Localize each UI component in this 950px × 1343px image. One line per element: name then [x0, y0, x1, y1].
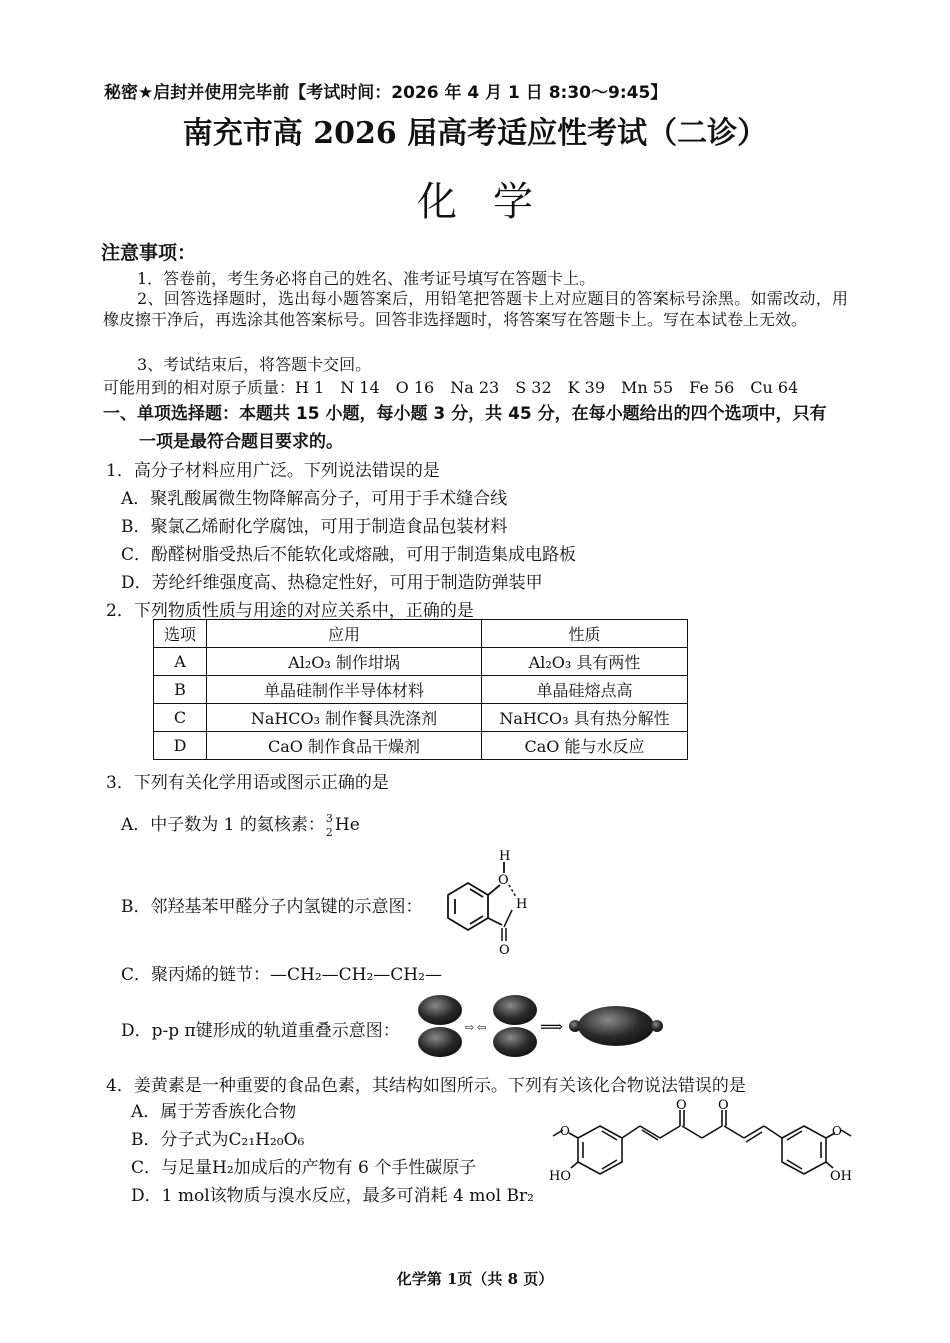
confidential-header: 秘密★启封并使用完毕前【考试时间：2026 年 4 月 1 日 8:30～9:45】	[104, 83, 668, 103]
element-symbol: He	[334, 815, 360, 835]
q1-option-d: D．芳纶纤维强度高、热稳定性好，可用于制造防弹装甲	[121, 573, 543, 593]
table-cell: NaHCO₃ 制作餐具洗涤剂	[207, 704, 482, 732]
p-orbital-left	[418, 995, 462, 1057]
subject-title: 化学	[417, 179, 569, 225]
atomic-number: 2	[325, 825, 333, 839]
table-cell: Al₂O₃ 具有两性	[482, 648, 688, 676]
q3-option-a	[121, 810, 360, 839]
q1-option-a: A．聚乳酸属微生物降解高分子，可用于手术缝合线	[121, 489, 508, 509]
curcumin-structure	[545, 1098, 860, 1188]
table-header-cell: 性质	[482, 620, 688, 648]
atom-o: O	[560, 1124, 570, 1138]
notice-item-3: 3、考试结束后，将答题卡交回。	[137, 355, 372, 374]
benzene-ring	[448, 883, 488, 930]
atom-o: O	[832, 1124, 842, 1138]
table-cell: CaO 能与水反应	[482, 732, 688, 760]
arrow-right-icon: ⇨	[465, 1021, 475, 1034]
table-row	[154, 676, 688, 704]
table-cell: A	[154, 648, 207, 676]
exam-title: 南充市高 2026 届高考适应性考试（二诊）	[182, 116, 768, 151]
table-cell: B	[154, 676, 207, 704]
atom-o: O	[718, 1098, 729, 1113]
section-1-heading-cont: 一项是最符合题目要求的。	[139, 432, 343, 452]
q2-table	[153, 619, 688, 760]
hydrogen-bond-dashes	[509, 885, 516, 897]
q1-option-b: B．聚氯乙烯耐化学腐蚀，可用于制造食品包装材料	[121, 517, 508, 537]
heptadienone-chain	[622, 1110, 782, 1142]
notice-item-1: 1．答卷前，考生务必将自己的姓名、准考证号填写在答题卡上。	[137, 269, 596, 288]
table-cell: CaO 制作食品干燥剂	[207, 732, 482, 760]
p-orbital-right	[493, 995, 537, 1057]
q4-stem: 4．姜黄素是一种重要的食品色素，其结构如图所示。下列有关该化合物说法错误的是	[106, 1076, 746, 1096]
atom-o: O	[676, 1098, 687, 1113]
methyl-bond-right	[841, 1130, 851, 1136]
atom-h: H	[516, 897, 528, 912]
section-1-heading: 一、单项选择题：本题共 15 小题，每小题 3 分，共 45 分，在每小题给出的四个选项中，只有	[103, 404, 827, 424]
double-arrow-icon: ⟹	[540, 1017, 563, 1036]
q2-stem: 2．下列物质性质与用途的对应关系中，正确的是	[106, 601, 474, 621]
atom-h: H	[499, 849, 511, 864]
pi-bond-orbital	[569, 1006, 663, 1046]
c-cho-bond	[488, 918, 502, 925]
table-cell: D	[154, 732, 207, 760]
page-footer: 化学第 1页（共 8 页）	[396, 1270, 554, 1288]
q3-option-c: C．聚丙烯的链节：—CH₂—CH₂—CH₂—	[121, 965, 442, 985]
table-row	[154, 648, 688, 676]
salicylaldehyde-structure	[438, 845, 538, 957]
table-cell: NaHCO₃ 具有热分解性	[482, 704, 688, 732]
q3-option-a-text: A．中子数为 1 的氦核素：	[121, 815, 325, 835]
notice-heading: 注意事项：	[101, 242, 197, 264]
table-header-row	[154, 620, 688, 648]
q4-option-a: A．属于芳香族化合物	[131, 1102, 297, 1122]
hydroxyl-label: HO	[549, 1169, 571, 1184]
atom-o: O	[499, 943, 510, 957]
q1-stem: 1．高分子材料应用广泛。下列说法错误的是	[106, 461, 440, 481]
table-header-cell: 应用	[207, 620, 482, 648]
arrow-left-icon: ⇦	[477, 1021, 487, 1034]
p-p-pi-orbital-overlap-diagram	[410, 994, 670, 1060]
q4-option-b: B．分子式为C₂₁H₂₀O₆	[131, 1130, 305, 1150]
atom-o: O	[498, 873, 509, 888]
left-benzene-ring	[578, 1126, 622, 1174]
table-cell: C	[154, 704, 207, 732]
table-cell: 单晶硅制作半导体材料	[207, 676, 482, 704]
right-benzene-ring	[782, 1126, 826, 1174]
q4-option-d: D．1 mol该物质与溴水反应，最多可消耗 4 mol Br₂	[131, 1186, 534, 1206]
hydroxyl-bond-right	[826, 1162, 833, 1168]
q1-option-c: C．酚醛树脂受热后不能软化或熔融，可用于制造集成电路板	[121, 545, 577, 565]
table-row	[154, 704, 688, 732]
methoxy-bond-left	[569, 1133, 578, 1138]
q3-option-d: D．p-p π键形成的轨道重叠示意图：	[121, 1021, 400, 1041]
q4-option-c: C．与足量H₂加成后的产物有 6 个手性碳原子	[131, 1158, 477, 1178]
c-h-bond	[504, 910, 512, 927]
table-cell: Al₂O₃ 制作坩埚	[207, 648, 482, 676]
table-cell: 单晶硅熔点高	[482, 676, 688, 704]
table-header-cell: 选项	[154, 620, 207, 648]
hydroxyl-bond-left	[571, 1162, 578, 1168]
table-row	[154, 732, 688, 760]
mass-number: 3	[325, 811, 333, 825]
hydroxyl-label: OH	[830, 1169, 852, 1184]
q3-stem: 3．下列有关化学用语或图示正确的是	[106, 773, 389, 793]
q3-option-b: B．邻羟基苯甲醛分子内氢键的示意图：	[121, 897, 423, 917]
atomic-masses: 可能用到的相对原子质量：H 1 N 14 O 16 Na 23 S 32 K 39 Mn 55 Fe 56 Cu 64	[103, 378, 799, 397]
notice-item-2: 2、回答选择题时，选出每小题答案后，用铅笔把答题卡上对应题目的答案标号涂黑。如需改动，用橡皮擦干净后，再选涂其他答案标号。回答非选择题时，将答案写在答题卡上。写在本试卷上无效。	[103, 289, 848, 329]
